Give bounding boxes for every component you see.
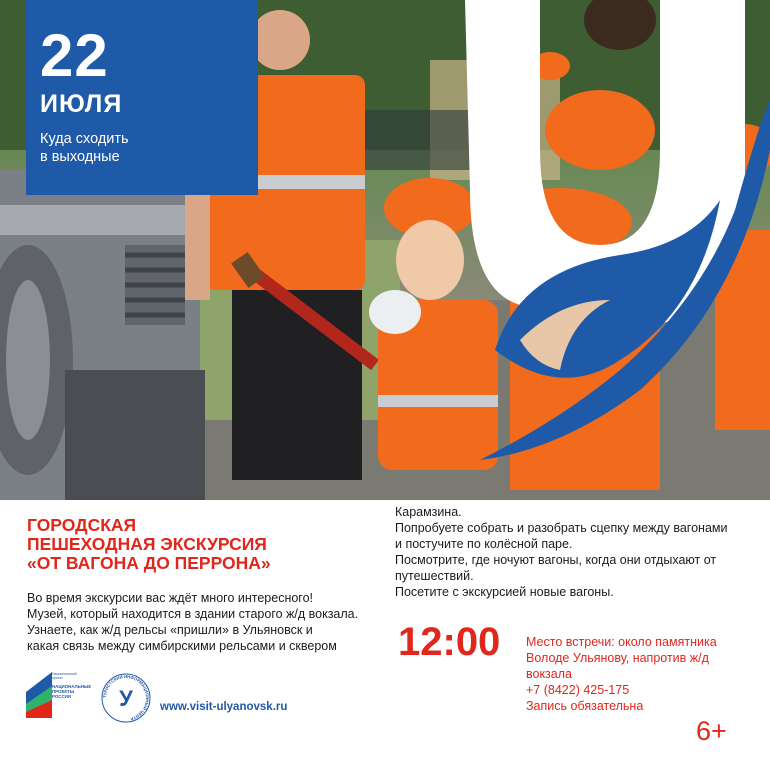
national-projects-logo <box>26 672 92 720</box>
registration-note: Запись обязательна <box>526 699 644 713</box>
event-title-line: ГОРОДСКАЯ <box>27 515 137 535</box>
date-subtitle-line: Куда сходить <box>40 131 129 147</box>
description-line: путешествий. <box>395 569 474 583</box>
event-title-line: «ОТ ВАГОНА ДО ПЕРРОНА» <box>27 553 271 573</box>
national-projects-small-text: Национальный проект <box>52 672 77 680</box>
description-line: Во время экскурсии вас ждёт много интересного! <box>27 591 314 605</box>
description-line: Узнаете, как ж/д рельсы «пришли» в Ульяновск и <box>27 623 313 637</box>
description-line: и постучите по колёсной паре. <box>395 537 573 551</box>
event-title <box>27 516 367 573</box>
tourist-center-ring-text: ТУРИСТСКИЙ ИНФОРМАЦИОННЫЙ ЦЕНТР <box>101 673 151 722</box>
phone-number[interactable]: +7 (8422) 425-175 <box>526 683 630 697</box>
description-line: какая связь между симбирскими рельсами и сквером <box>27 639 337 653</box>
white-helmet <box>369 290 421 334</box>
description-line: Посетите с экскурсией новые вагоны. <box>395 585 614 599</box>
event-title-line: ПЕШЕХОДНАЯ ЭКСКУРСИЯ <box>27 534 267 554</box>
axle-box <box>65 370 205 500</box>
description-line: Карамзина. <box>395 505 462 519</box>
wheel-hub <box>6 280 50 440</box>
national-projects-label: НАЦИОНАЛЬНЫЕ ПРОЕКТЫ РОССИИ <box>52 684 92 699</box>
meeting-line: Место встречи: около памятника <box>526 635 717 649</box>
national-projects-logo-icon <box>26 672 52 718</box>
age-rating: 6+ <box>696 716 727 746</box>
date-subtitle-line: в выходные <box>40 149 120 165</box>
meeting-line: Володе Ульянову, напротив ж/д <box>526 651 709 665</box>
description-line: Попробуете собрать и разобрать сцепку между вагонами <box>395 521 728 535</box>
event-description-right <box>395 504 765 600</box>
tourist-center-logo <box>100 672 152 724</box>
date-month: ИЮЛЯ <box>40 90 123 118</box>
man-trousers <box>232 290 362 480</box>
meeting-line: вокзала <box>526 667 572 681</box>
date-subtitle <box>40 130 240 166</box>
website-link[interactable]: www.visit-ulyanovsk.ru <box>160 701 288 713</box>
girl-vest-stripe <box>378 395 498 407</box>
man-head <box>250 10 310 70</box>
description-line: Музей, который находится в здании старого ж/д вокзала. <box>27 607 359 621</box>
bogie-frame <box>0 205 200 235</box>
date-day: 22 <box>40 22 109 89</box>
child-helmet <box>545 90 655 170</box>
event-time: 12:00 <box>398 620 501 664</box>
description-line: Посмотрите, где ночуют вагоны, когда они отдыхают от <box>395 553 717 567</box>
tourist-center-logo-icon <box>100 672 152 724</box>
event-description-left <box>27 590 387 654</box>
tourist-center-letter: У <box>119 686 133 711</box>
date-badge <box>26 0 258 195</box>
meeting-info <box>526 634 756 714</box>
girl-face <box>396 220 464 300</box>
